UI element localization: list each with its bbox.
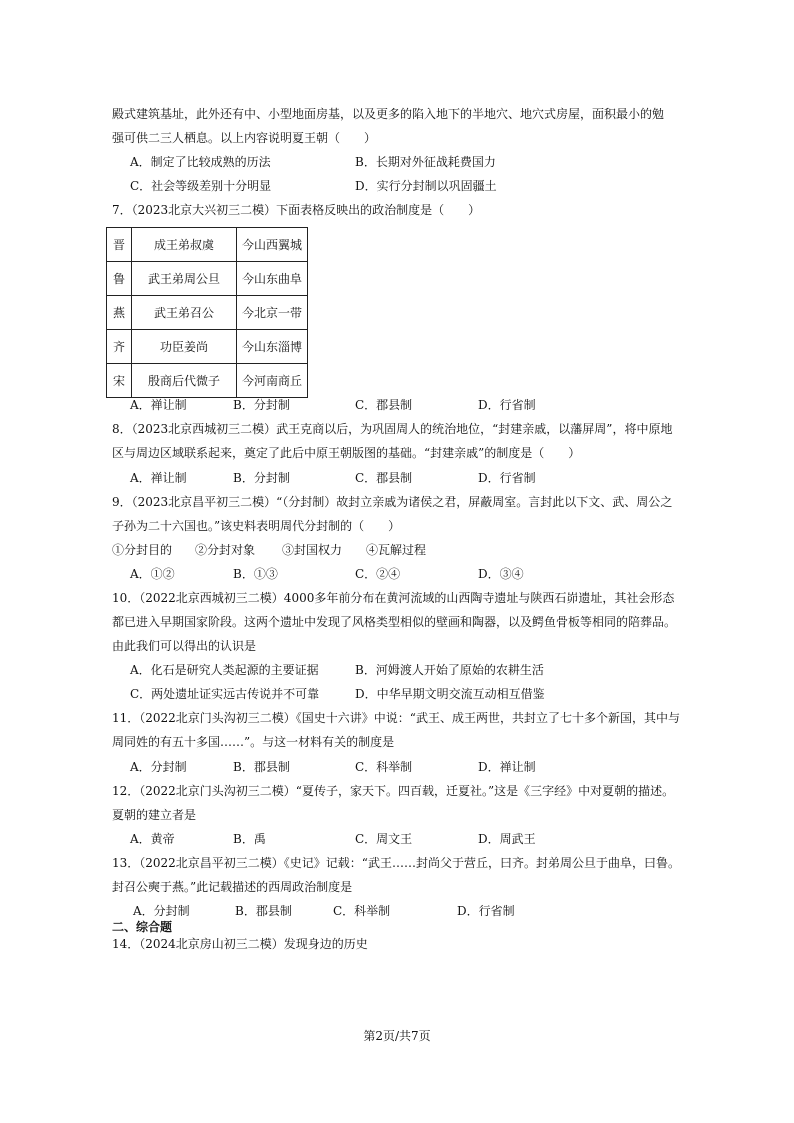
q13-stem-line-1: 13．（2022北京昌平初三二模）《史记》记载：“武王……封尚父于营丘，曰齐。封弟周公旦于曲阜，曰鲁。 bbox=[112, 856, 680, 870]
table-cell-location: 今山西翼城 bbox=[237, 228, 308, 262]
q7-option-b: B．分封制 bbox=[233, 398, 290, 412]
q12-option-a: A．黄帝 bbox=[130, 832, 175, 846]
q10-option-a: A．化石是研究人类起源的主要证据 bbox=[130, 663, 319, 677]
table-cell-state: 鲁 bbox=[107, 262, 132, 296]
q10-stem-line-3: 由此我们可以得出的认识是 bbox=[112, 639, 257, 653]
q7-option-d: D．行省制 bbox=[478, 398, 536, 412]
table-cell-recipient: 成王弟叔虞 bbox=[132, 228, 237, 262]
table-cell-location: 今山东曲阜 bbox=[237, 262, 308, 296]
q6-stem-line-2: 强可供二三人栖息。以上内容说明夏王朝（ ） bbox=[112, 131, 377, 145]
q12-option-b: B．禹 bbox=[233, 832, 266, 846]
q10-option-b: B．河姆渡人开始了原始的农耕生活 bbox=[355, 663, 544, 677]
table-cell-state: 齐 bbox=[107, 330, 132, 364]
q9-option-b: B．①③ bbox=[233, 567, 278, 581]
q13-option-d: D．行省制 bbox=[457, 904, 515, 918]
q9-option-a: A．①② bbox=[130, 567, 175, 581]
q12-option-c: C．周文王 bbox=[355, 832, 413, 846]
q7-option-c: C．郡县制 bbox=[355, 398, 413, 412]
q6-option-d: D．实行分封制以巩固疆土 bbox=[355, 179, 497, 193]
q8-stem-line-1: 8．（2023北京西城初三二模）武王克商以后，为巩固周人的统治地位，“封建亲戚，以藩屏周”，将中原地 bbox=[112, 422, 673, 436]
page-number: 第2页/共7页 bbox=[363, 1029, 431, 1043]
fiefdom-table bbox=[106, 227, 308, 398]
q6-option-c: C．社会等级差别十分明显 bbox=[130, 179, 272, 193]
q14-stem: 14．（2024北京房山初三二模）发现身边的历史 bbox=[112, 937, 368, 951]
q12-stem-line-2: 夏朝的建立者是 bbox=[112, 808, 197, 822]
q9-stem-line-1: 9．（2023北京昌平初三二模）“（分封制）故封立亲戚为诸侯之君，屏蔽周室。言封此以下文、武、周公之 bbox=[112, 495, 673, 509]
q10-option-d: D．中华早期文明交流互动相互借鉴 bbox=[355, 687, 545, 701]
table-cell-recipient: 武王弟周公旦 bbox=[132, 262, 237, 296]
q13-stem-line-2: 封召公奭于燕。”此记载描述的西周政治制度是 bbox=[112, 880, 353, 894]
q9-item-1: ①分封目的 bbox=[112, 543, 173, 557]
q8-option-a: A．禅让制 bbox=[130, 471, 187, 485]
table-row bbox=[107, 330, 308, 364]
q13-option-a: A．分封制 bbox=[133, 904, 190, 918]
q6-option-b: B．长期对外征战耗费国力 bbox=[355, 155, 496, 169]
table-row bbox=[107, 262, 308, 296]
q9-option-c: C．②④ bbox=[355, 567, 401, 581]
q9-item-2: ②分封对象 bbox=[195, 543, 256, 557]
q10-stem-line-1: 10．（2022北京西城初三二模）4000多年前分布在黄河流域的山西陶寺遗址与陕西石峁遗址，其社会形态 bbox=[112, 591, 675, 605]
q6-option-a: A．制定了比较成熟的历法 bbox=[130, 155, 271, 169]
q11-option-a: A．分封制 bbox=[130, 760, 187, 774]
table-cell-location: 今北京一带 bbox=[237, 296, 308, 330]
q6-stem-line-1: 殿式建筑基址，此外还有中、小型地面房基，以及更多的陷入地下的半地穴、地穴式房屋，面积最小的勉 bbox=[112, 107, 665, 121]
q10-option-c: C．两处遗址证实远古传说并不可靠 bbox=[130, 687, 320, 701]
q11-stem-line-2: 周同姓的有五十多国……”。与这一材料有关的制度是 bbox=[112, 735, 395, 749]
table-cell-recipient: 武王弟召公 bbox=[132, 296, 237, 330]
q13-option-c: C．科举制 bbox=[333, 904, 391, 918]
q11-option-b: B．郡县制 bbox=[233, 760, 290, 774]
section-heading: 二、综合题 bbox=[112, 920, 173, 934]
q8-option-d: D．行省制 bbox=[478, 471, 536, 485]
q12-option-d: D．周武王 bbox=[478, 832, 536, 846]
q7-stem: 7．（2023北京大兴初三二模）下面表格反映出的政治制度是（ ） bbox=[112, 203, 481, 217]
table-cell-location: 今山东淄博 bbox=[237, 330, 308, 364]
q9-stem-line-2: 子孙为二十六国也。”该史料表明周代分封制的（ ） bbox=[112, 519, 401, 533]
q8-option-c: C．郡县制 bbox=[355, 471, 413, 485]
q11-option-d: D．禅让制 bbox=[478, 760, 536, 774]
table-cell-state: 宋 bbox=[107, 364, 132, 398]
q12-stem-line-1: 12．（2022北京门头沟初三二模）“夏传子，家天下。四百载，迁夏社。”这是《三字经》中对夏朝的描述。 bbox=[112, 784, 675, 798]
q13-option-b: B．郡县制 bbox=[235, 904, 292, 918]
table-cell-state: 燕 bbox=[107, 296, 132, 330]
table-row bbox=[107, 364, 308, 398]
table-cell-recipient: 殷商后代微子 bbox=[132, 364, 237, 398]
q11-option-c: C．科举制 bbox=[355, 760, 413, 774]
q8-option-b: B．分封制 bbox=[233, 471, 290, 485]
q9-item-4: ④瓦解过程 bbox=[366, 543, 427, 557]
table-cell-location: 今河南商丘 bbox=[237, 364, 308, 398]
q9-item-3: ③封国权力 bbox=[282, 543, 343, 557]
q10-stem-line-2: 都已进入早期国家阶段。这两个遗址中发现了风格类型相似的壁画和陶器，以及鳄鱼骨板等相同的陪葬品。 bbox=[112, 615, 677, 629]
q11-stem-line-1: 11．（2022北京门头沟初三二模）《国史十六讲》中说：“武王、成王两世，共封立了七十多个新国，其中与 bbox=[112, 711, 680, 725]
table-cell-recipient: 功臣姜尚 bbox=[132, 330, 237, 364]
q7-option-a: A．禅让制 bbox=[130, 398, 187, 412]
table-cell-state: 晋 bbox=[107, 228, 132, 262]
q9-option-d: D．③④ bbox=[478, 567, 524, 581]
table-row bbox=[107, 228, 308, 262]
q8-stem-line-2: 区与周边区域联系起来，奠定了此后中原王朝版图的基础。“封建亲戚”的制度是（ ） bbox=[112, 446, 581, 460]
table-row bbox=[107, 296, 308, 330]
